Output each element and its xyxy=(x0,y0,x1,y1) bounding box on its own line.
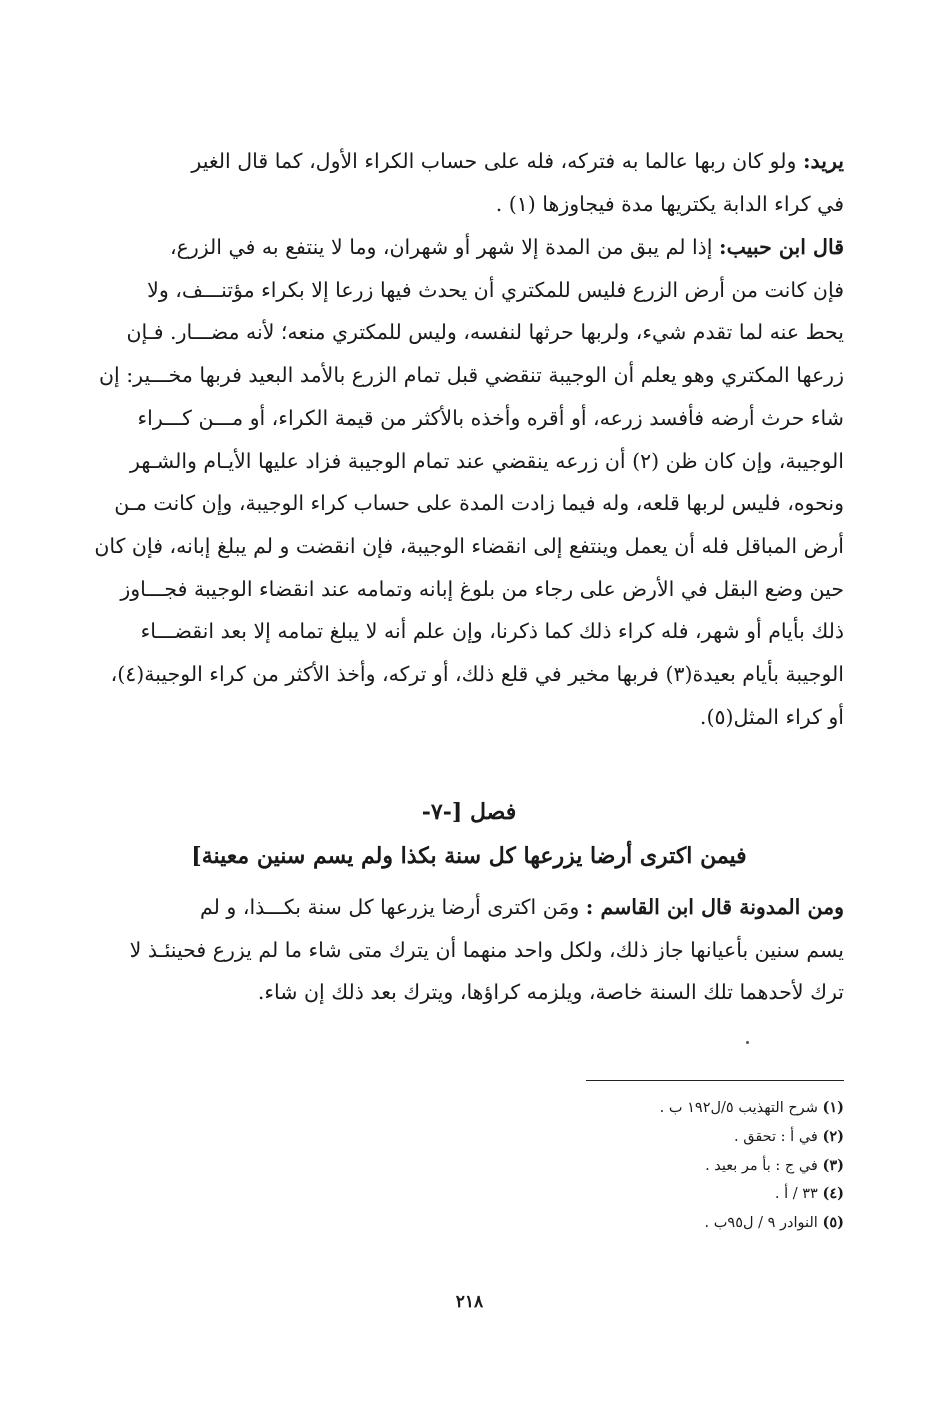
footnote-text: ٣٣ / أ . xyxy=(774,1186,818,1203)
paragraph-lead: قال ابن حبيب: xyxy=(719,235,844,259)
text-line: شاء حرث أرضه فأفسد زرعه، أو أقره وأخذه بالأكثر من قيمة الكراء، أو مـــن كـــراء xyxy=(137,405,844,430)
paragraph-2 xyxy=(94,226,844,738)
footnote-number: (٤) xyxy=(822,1185,844,1203)
footnote-number: (٢) xyxy=(822,1127,844,1145)
text-line: أو كراء المثل(٥). xyxy=(699,704,844,729)
line-text: ومَن اكترى أرضا يزرعها كل سنة بكـــذا، و لم xyxy=(200,895,580,919)
page-number: ٢١٨ xyxy=(455,1292,484,1312)
text-line: زرعها المكتري وهو يعلم أن الوجيبة تنقضي قبل تمام الزرع بالأمد البعيد فربها مخـــير: إن xyxy=(98,363,844,388)
text-line xyxy=(94,140,844,183)
line-text: ولو كان ربها عالما به فتركه، فله على حساب الكراء الأول، كما قال الغير xyxy=(191,149,797,173)
paragraph-lead: يريد: xyxy=(802,149,844,173)
footnote-4 xyxy=(444,1180,844,1209)
footnote-2 xyxy=(444,1123,844,1152)
text-line: في كراء الدابة يكتريها مدة فيجاوزها (١) . xyxy=(495,191,844,216)
text-line xyxy=(94,886,844,929)
ink-speck xyxy=(746,1041,749,1044)
footnote-1 xyxy=(444,1094,844,1123)
text-line: يسم سنين بأعيانها جاز ذلك، ولكل واحد منهما أن يترك متى شاء ما لم يزرع فحينئـذ لا xyxy=(129,937,844,962)
text-line: ونحوه، فليس لربها قلعه، وله فيما زادت المدة على حساب كراء الوجيبة، وإن كانت مـن xyxy=(114,491,844,516)
footnote-text: في أ : تحقق . xyxy=(734,1128,818,1145)
line-text: إذا لم يبق من المدة إلا شهر أو شهران، وما لا ينتفع به في الزرع، xyxy=(170,235,713,259)
footnote-text: شرح التهذيب ٥/ل١٩٢ ب . xyxy=(659,1100,818,1116)
text-line: ذلك بأيام أو شهر، فله كراء ذلك كما ذكرنا، وإن علم أنه لا يبلغ تمامه إلا بعد انقضـــاء xyxy=(140,619,844,644)
text-line: حين وضع البقل في الأرض على رجاء من بلوغ إبانه وتمامه عند انقضاء الوجيبة فجـــاوز xyxy=(120,576,844,601)
text-line: أرض المباقل فله أن يعمل وينتفع إلى انقضاء الوجيبة، فإن انقضت و لم يبلغ إبانه، فإن كان xyxy=(94,533,844,558)
paragraph-lead: ومن المدونة قال ابن القاسم : xyxy=(585,895,844,919)
footnote-number: (٥) xyxy=(822,1214,844,1232)
paragraph-3 xyxy=(94,886,844,1014)
section-title: فصل [-٧- xyxy=(421,799,517,825)
text-line xyxy=(94,226,844,269)
footnote-text: النوادر ٩ / ل٩٥ب . xyxy=(704,1215,818,1232)
footnote-number: (٣) xyxy=(822,1156,844,1174)
text-line: الوجيبة بأيام بعيدة(٣) فربها مخير في قلع ذلك، أو تركه، وأخذ الأكثر من كراء الوجيبة(٤)، xyxy=(110,662,844,687)
footnote-3 xyxy=(444,1152,844,1181)
text-line: ترك لأحدهما تلك السنة خاصة، ويلزمه كراؤها، ويترك بعد ذلك إن شاء. xyxy=(257,980,844,1005)
text-line: يحط عنه لما تقدم شيء، ولربها حرثها لنفسه، وليس للمكتري منعه؛ لأنه مضـــار. فـإن xyxy=(126,320,844,345)
footnote-text: في ج : بأ مر بعيد . xyxy=(705,1157,818,1174)
paragraph-1 xyxy=(94,140,844,225)
footnote-divider xyxy=(586,1080,844,1081)
text-line: الوجيبة، وإن كان ظن (٢) أن زرعه ينقضي عند تمام الوجيبة فزاد عليها الأيـام والشـهر xyxy=(130,448,844,473)
footnotes xyxy=(444,1094,844,1238)
footnote-5 xyxy=(444,1209,844,1238)
footnote-number: (١) xyxy=(822,1099,844,1116)
text-line: فإن كانت من أرض الزرع فليس للمكتري أن يحدث فيها زرعا إلا بكراء مؤتنـــف، ولا xyxy=(147,277,844,302)
section-subtitle: فيمن اكترى أرضا يزرعها كل سنة بكذا ولم يسم سنين معينة] xyxy=(191,843,747,869)
